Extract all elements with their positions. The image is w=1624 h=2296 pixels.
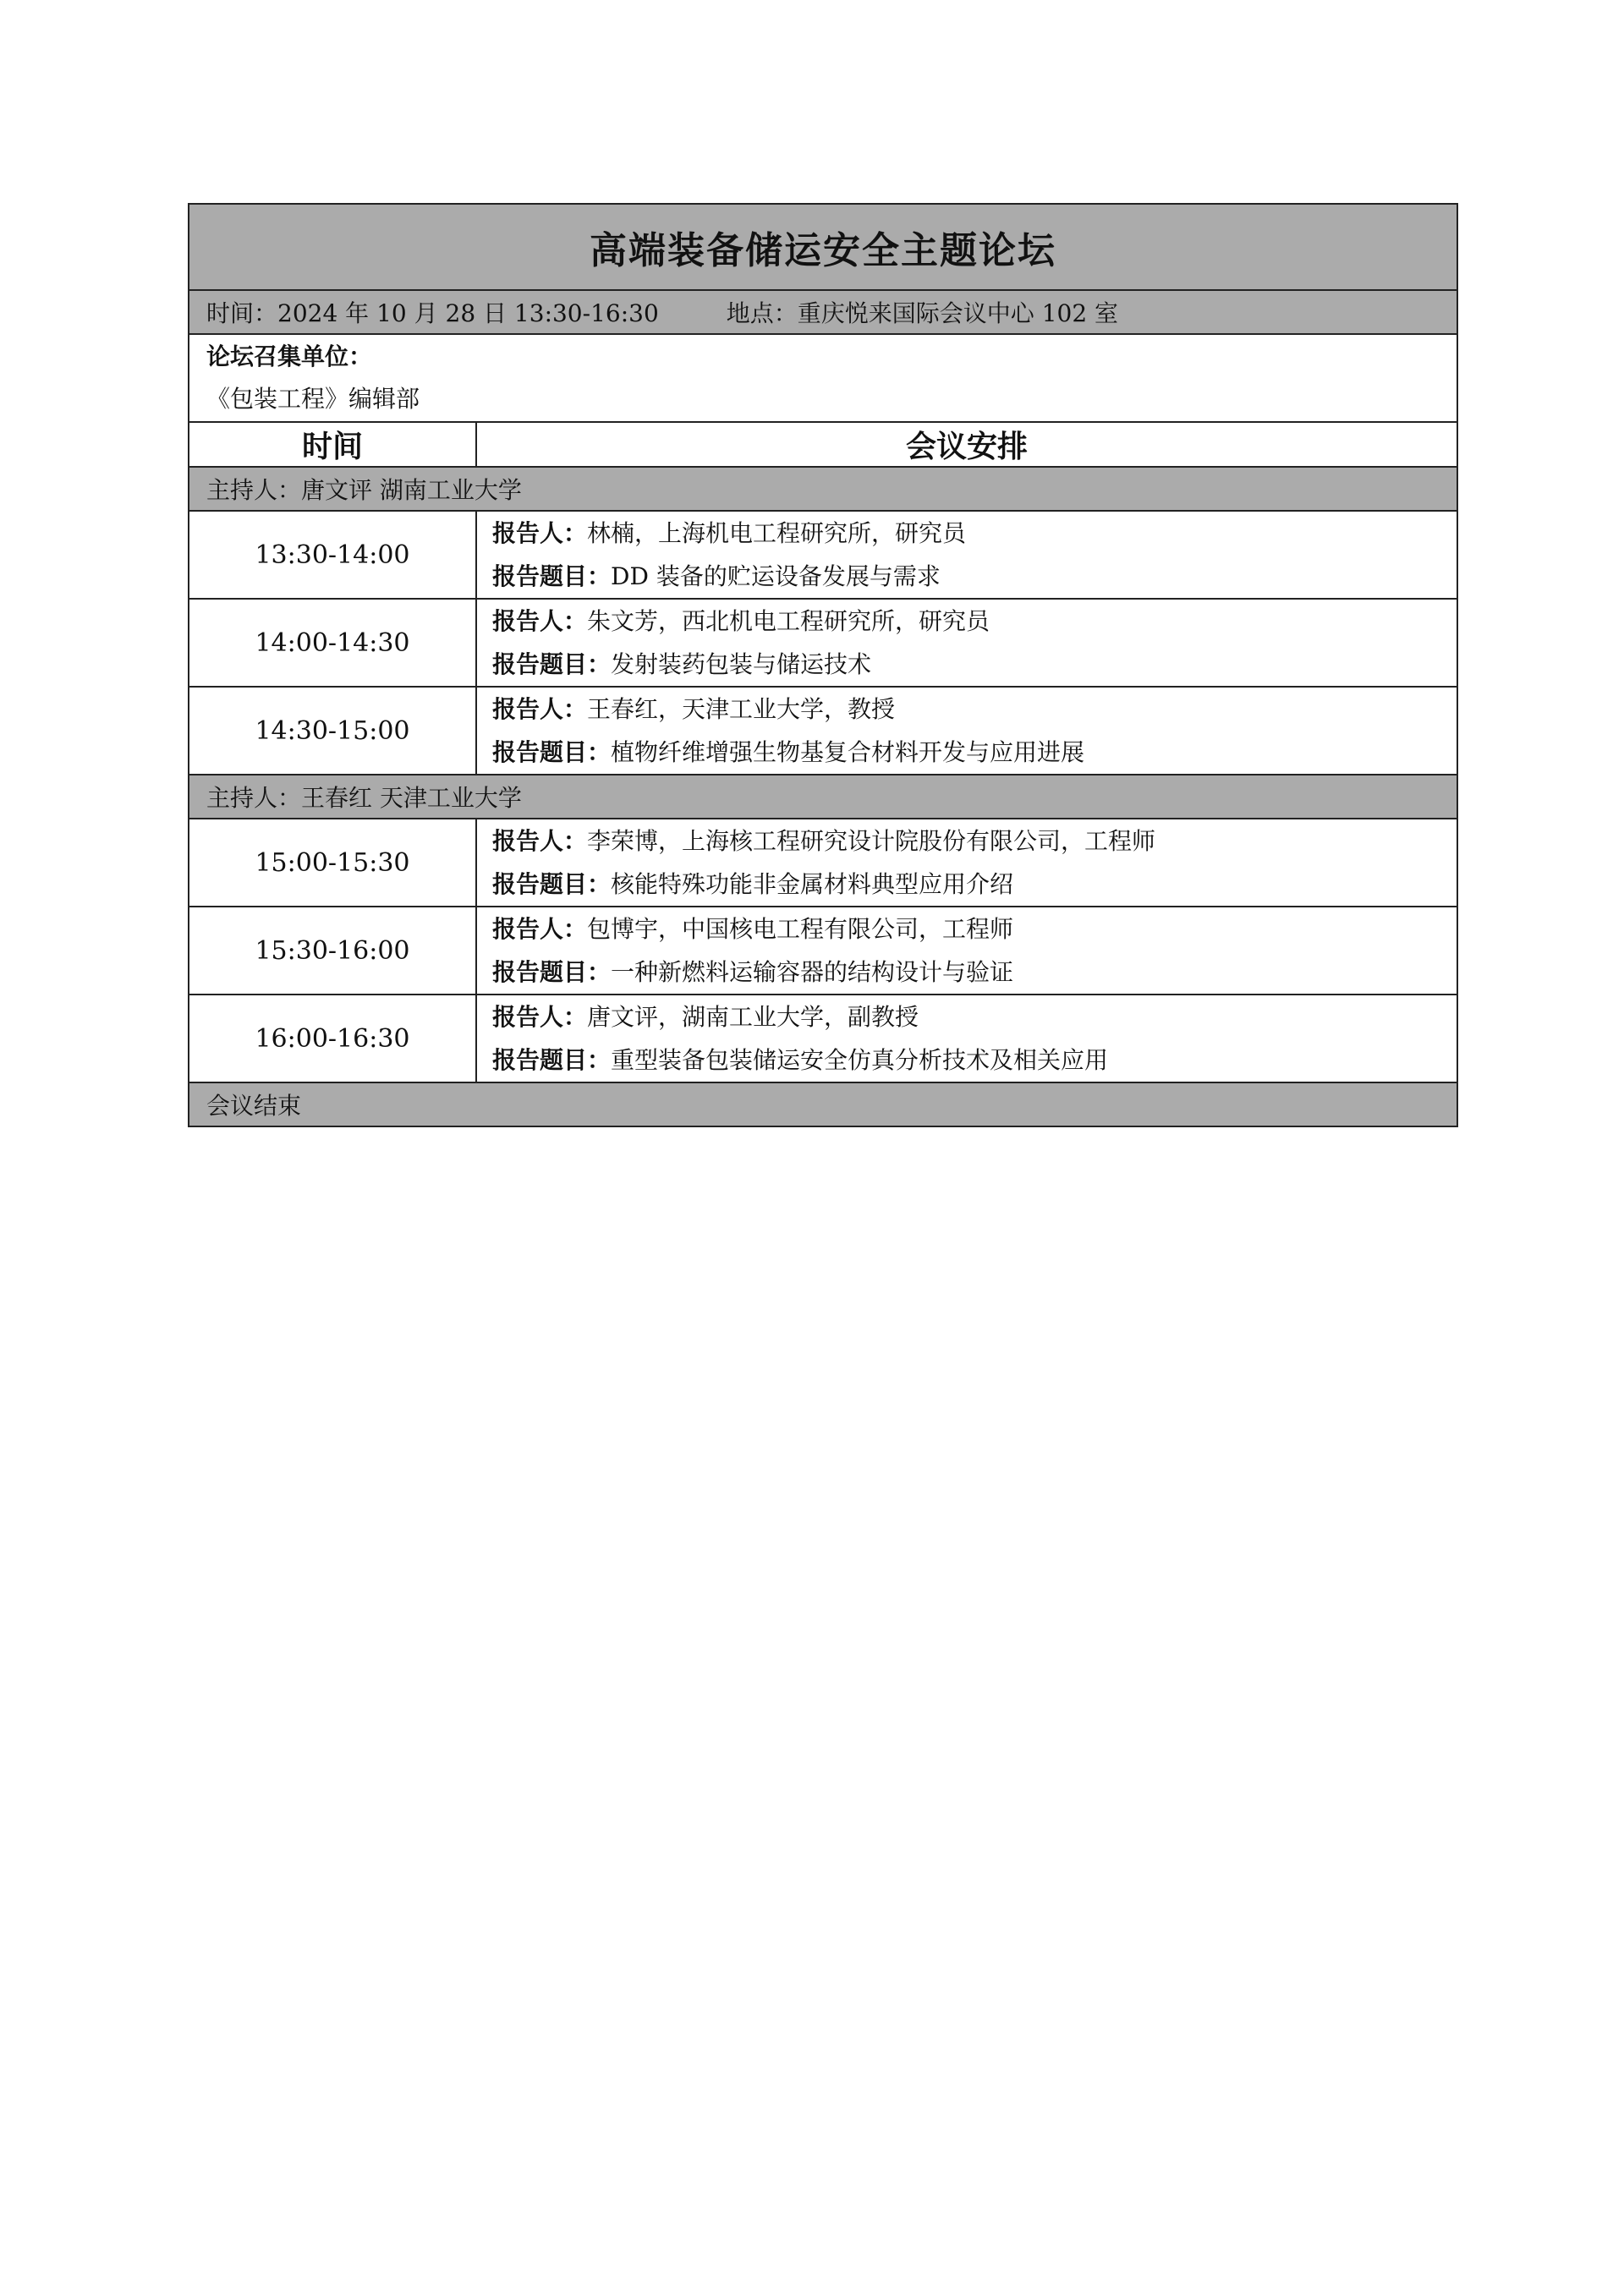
- talk-time: 13:30-14:00: [189, 511, 476, 599]
- topic-label: 报告题目：: [492, 870, 612, 898]
- speaker-value: 包博宇，中国核电工程有限公司，工程师: [587, 915, 1014, 943]
- speaker-label: 报告人：: [492, 607, 588, 635]
- convener-label: 论坛召集单位：: [206, 342, 373, 370]
- talk-row: [189, 907, 1457, 995]
- host-row: [189, 467, 1457, 511]
- end-text: 会议结束: [189, 1082, 1457, 1126]
- forum-title: 高端装备储运安全主题论坛: [189, 204, 1457, 290]
- talk-row: [189, 599, 1457, 687]
- topic-value: 一种新燃料运输容器的结构设计与验证: [611, 958, 1014, 986]
- topic-value: 发射装药包装与储运技术: [611, 650, 872, 678]
- time-value: 2024 年 10 月 28 日 13:30-16:30: [277, 299, 659, 327]
- speaker-value: 朱文芳，西北机电工程研究所，研究员: [587, 607, 990, 635]
- title-row: [189, 204, 1457, 290]
- speaker-value: 唐文评，湖南工业大学，副教授: [587, 1003, 919, 1031]
- time-label: 时间：: [206, 299, 278, 327]
- header-row: [189, 422, 1457, 467]
- info-row: [189, 290, 1457, 334]
- topic-label: 报告题目：: [492, 1046, 612, 1074]
- topic-value: DD 装备的贮运设备发展与需求: [611, 562, 941, 590]
- talk-time: 15:00-15:30: [189, 819, 476, 907]
- agenda-table: [188, 203, 1458, 1127]
- column-header-agenda: 会议安排: [476, 422, 1457, 467]
- topic-value: 重型装备包装储运安全仿真分析技术及相关应用: [611, 1046, 1109, 1074]
- speaker-label: 报告人：: [492, 915, 588, 943]
- talk-time: 15:30-16:00: [189, 907, 476, 995]
- talk-time: 16:00-16:30: [189, 995, 476, 1082]
- convener-value: 《包装工程》编辑部: [206, 385, 420, 413]
- topic-value: 植物纤维增强生物基复合材料开发与应用进展: [611, 738, 1085, 766]
- convener-row: [189, 334, 1457, 422]
- speaker-label: 报告人：: [492, 827, 588, 855]
- speaker-label: 报告人：: [492, 695, 588, 723]
- column-header-time: 时间: [189, 422, 476, 467]
- speaker-value: 王春红，天津工业大学，教授: [587, 695, 896, 723]
- talk-row: [189, 687, 1457, 775]
- speaker-value: 林楠，上海机电工程研究所，研究员: [587, 519, 967, 547]
- host-text: 主持人：王春红 天津工业大学: [189, 775, 1457, 819]
- talk-row: [189, 995, 1457, 1082]
- speaker-value: 李荣博，上海核工程研究设计院股份有限公司，工程师: [587, 827, 1156, 855]
- host-row: [189, 775, 1457, 819]
- place-value: 重庆悦来国际会议中心 102 室: [797, 299, 1119, 327]
- topic-label: 报告题目：: [492, 650, 612, 678]
- speaker-label: 报告人：: [492, 1003, 588, 1031]
- topic-label: 报告题目：: [492, 958, 612, 986]
- talk-row: [189, 819, 1457, 907]
- speaker-label: 报告人：: [492, 519, 588, 547]
- end-row: [189, 1082, 1457, 1126]
- host-text: 主持人：唐文评 湖南工业大学: [189, 467, 1457, 511]
- talk-row: [189, 511, 1457, 599]
- topic-value: 核能特殊功能非金属材料典型应用介绍: [611, 870, 1014, 898]
- place-label: 地点：: [726, 299, 798, 327]
- topic-label: 报告题目：: [492, 562, 612, 590]
- topic-label: 报告题目：: [492, 738, 612, 766]
- talk-time: 14:30-15:00: [189, 687, 476, 775]
- talk-time: 14:00-14:30: [189, 599, 476, 687]
